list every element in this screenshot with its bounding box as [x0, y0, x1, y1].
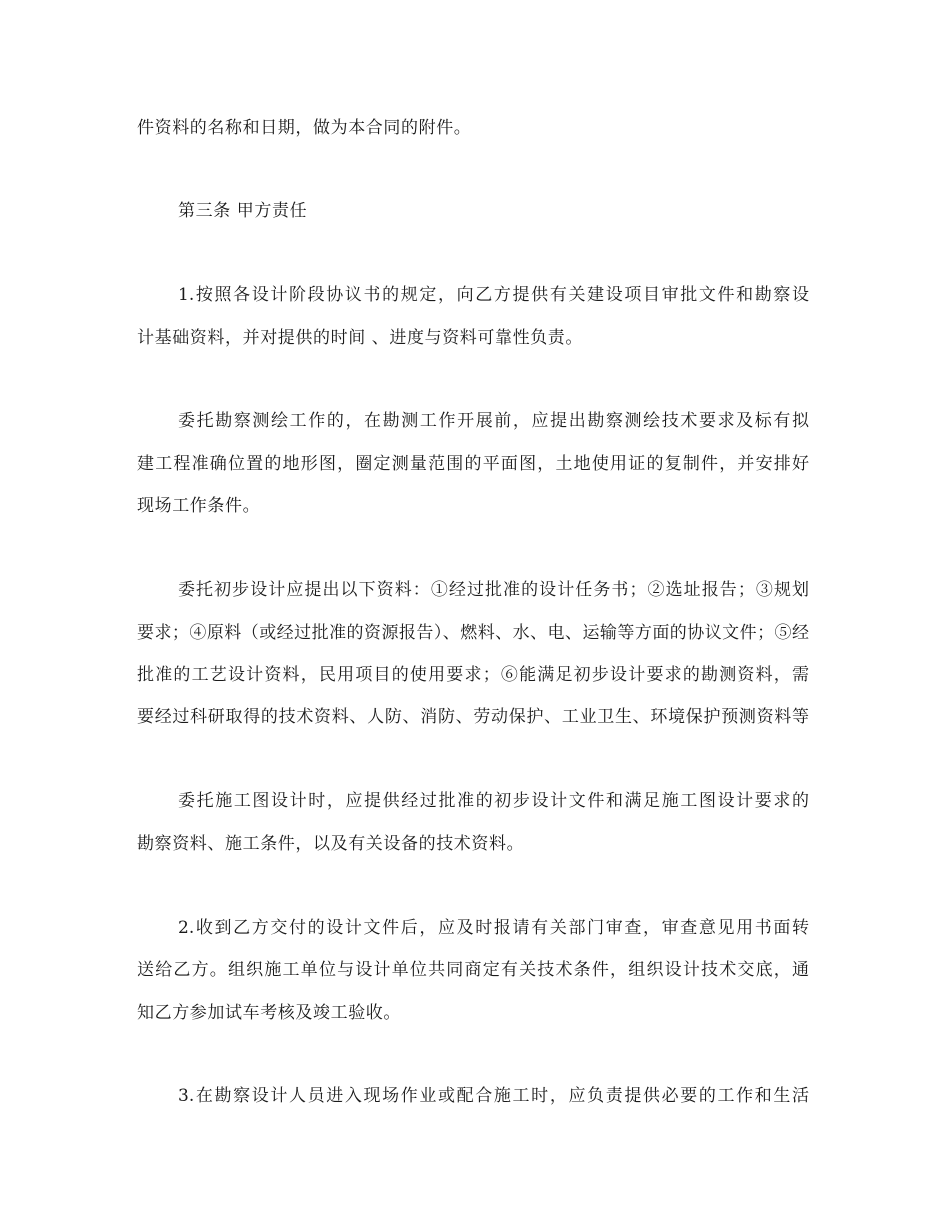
text-line: 件资料的名称和日期，做为本合同的附件。 [137, 118, 472, 138]
text-line: 建工程准确位置的地形图，圈定测量范围的平面图，土地使用证的复制件，并安排好 [137, 454, 809, 474]
text-line: 现场工作条件。 [137, 496, 261, 516]
text-line: 要求；④原料（或经过批准的资源报告）、燃料、水、电、运输等方面的协议文件；⑤经 [137, 623, 809, 643]
text-line: 勘察资料、施工条件，以及有关设备的技术资料。 [137, 834, 525, 854]
text-line: 送给乙方。组织施工单位与设计单位共同商定有关技术条件，组织设计技术交底，通 [137, 960, 809, 980]
text-line: 委托勘察测绘工作的，在勘测工作开展前，应提出勘察测绘技术要求及标有拟 [178, 411, 809, 431]
text-line: 知乙方参加试车考核及竣工验收。 [137, 1003, 401, 1023]
text-line: 要经过科研取得的技术资料、人防、消防、劳动保护、工业卫生、环境保护预测资料等 [137, 707, 809, 727]
section-heading: 第三条 甲方责任 [178, 201, 308, 221]
text-line: 委托初步设计应提出以下资料：①经过批准的设计任务书；②选址报告；③规划 [178, 580, 809, 600]
text-line: 计基础资料，并对提供的时间 、进度与资料可靠性负责。 [137, 328, 584, 348]
text-line: 委托施工图设计时，应提供经过批准的初步设计文件和满足施工图设计要求的 [178, 791, 809, 811]
text-line: 批准的工艺设计资料，民用项目的使用要求；⑥能满足初步设计要求的勘测资料，需 [137, 665, 809, 685]
text-line: 2.收到乙方交付的设计文件后，应及时报请有关部门审查，审查意见用书面转 [178, 918, 809, 938]
text-line: 3.在勘察设计人员进入现场作业或配合施工时，应负责提供必要的工作和生活 [178, 1086, 809, 1106]
text-line: 1.按照各设计阶段协议书的规定，向乙方提供有关建设项目审批文件和勘察设 [178, 285, 809, 305]
